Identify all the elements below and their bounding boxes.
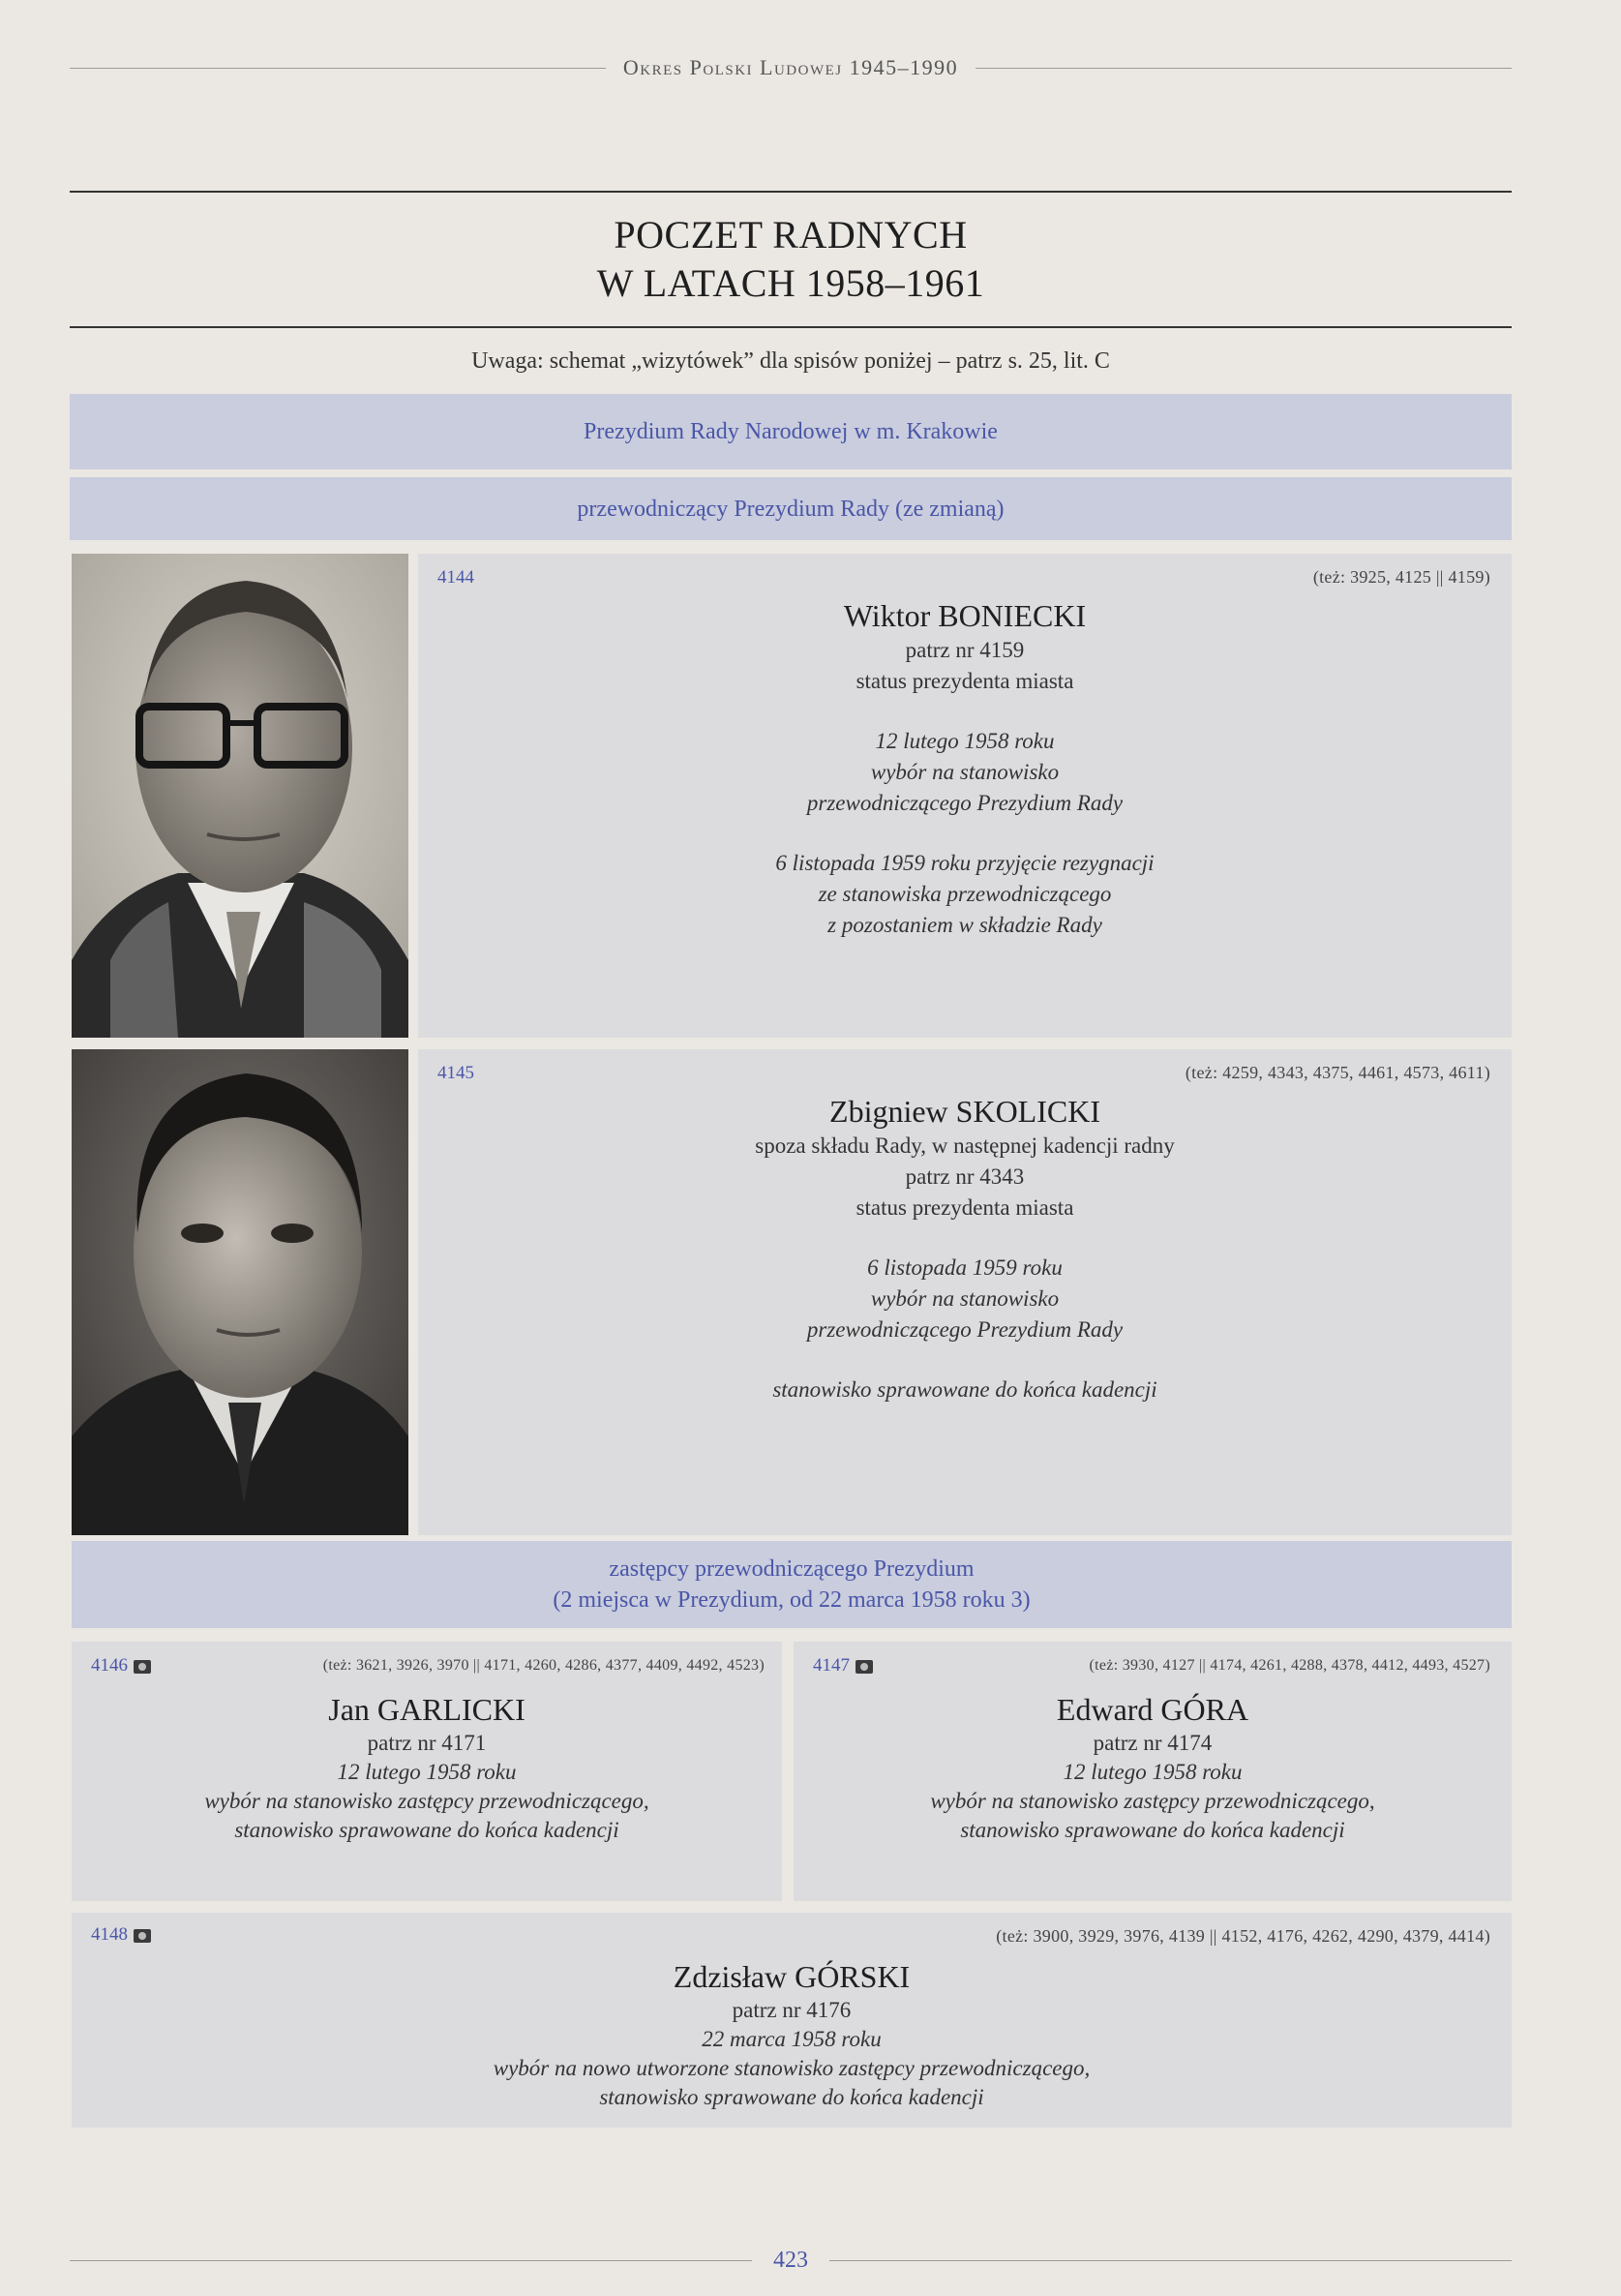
entry-number-with-photo-marker — [813, 1655, 873, 1677]
section-band-deputies — [72, 1541, 1512, 1628]
entry-italic-line: 12 lutego 1958 roku — [1063, 1760, 1243, 1784]
header-rule-right — [976, 68, 1512, 69]
running-header-text: Okres Polski Ludowej 1945–1990 — [622, 55, 959, 79]
page-title — [70, 211, 1512, 308]
entry-italic-line: 12 lutego 1958 roku — [875, 729, 1055, 753]
see-also-numbers: (też: 4259, 4343, 4375, 4461, 4573, 4611) — [1185, 1063, 1490, 1082]
entry-italic-line: 6 listopada 1959 roku przyjęcie rezygnacji — [775, 851, 1155, 875]
entry-card-4145 — [418, 1049, 1512, 1535]
person-name: Wiktor BONIECKI — [843, 598, 1087, 633]
portrait-photo-skolicki — [72, 1049, 408, 1535]
entry-italic-line: wybór na nowo utworzone stanowisko zastępcy przewodniczącego, — [493, 2056, 1091, 2080]
entry-line: patrz nr 4343 — [905, 1164, 1025, 1189]
page-title-line-1: POCZET RADNYCH — [614, 213, 968, 257]
camera-icon — [856, 1660, 873, 1674]
entry-card-4147 — [794, 1642, 1512, 1901]
see-also-numbers: (też: 3900, 3929, 3976, 4139 || 4152, 4176, 4262, 4290, 4379, 4414) — [996, 1926, 1490, 1946]
entry-italic-line: przewodniczącego Prezydium Rady — [806, 1317, 1124, 1342]
header-rule-left — [70, 68, 606, 69]
entry-italic-line: stanowisko sprawowane do końca kadencji — [599, 2085, 984, 2109]
entry-text-block — [794, 1690, 1512, 1845]
see-also-numbers: (też: 3930, 4127 || 4174, 4261, 4288, 4378, 4412, 4493, 4527) — [1089, 1657, 1490, 1674]
footer-rule-left — [70, 2260, 752, 2261]
section-band-body-text: Prezydium Rady Narodowej w m. Krakowie — [584, 419, 998, 444]
entry-number-with-photo-marker — [91, 1924, 151, 1946]
entry-italic-line: wybór na stanowisko zastępcy przewodniczącego, — [930, 1789, 1375, 1813]
entry-line: status prezydenta miasta — [856, 1195, 1074, 1220]
entry-italic-line: stanowisko sprawowane do końca kadencji — [234, 1818, 619, 1842]
entry-text-block — [72, 1690, 782, 1845]
entry-italic-line: ze stanowiska przewodniczącego — [818, 882, 1112, 906]
page-title-line-2: W LATACH 1958–1961 — [596, 261, 985, 305]
entry-italic-line: przewodniczącego Prezydium Rady — [806, 791, 1124, 815]
entry-italic-line: wybór na stanowisko — [870, 1286, 1060, 1311]
entry-line: spoza składu Rady, w następnej kadencji radny — [755, 1133, 1175, 1158]
entry-number: 4144 — [437, 567, 474, 588]
entry-line: status prezydenta miasta — [856, 669, 1074, 693]
entry-line: patrz nr 4171 — [367, 1731, 487, 1755]
portrait-boniecki-graphic — [72, 554, 408, 1038]
section-band-deputies-line-1: zastępcy przewodniczącego Prezydium — [609, 1556, 975, 1582]
camera-icon — [134, 1660, 151, 1674]
scheme-note: Uwaga: schemat „wizytówek” dla spisów poniżej – patrz s. 25, lit. C — [471, 348, 1110, 374]
entry-number: 4145 — [437, 1063, 474, 1083]
portrait-skolicki-graphic — [72, 1049, 408, 1535]
entry-card-4146 — [72, 1642, 782, 1901]
section-band-chair — [70, 477, 1512, 540]
entry-italic-line: stanowisko sprawowane do końca kadencji — [960, 1818, 1345, 1842]
entry-italic-line: 6 listopada 1959 roku — [867, 1255, 1063, 1280]
camera-icon — [134, 1929, 151, 1943]
entry-line: patrz nr 4174 — [1093, 1731, 1213, 1755]
person-name: Zbigniew SKOLICKI — [829, 1094, 1100, 1129]
entry-italic-line: 22 marca 1958 roku — [702, 2027, 882, 2051]
person-name: Jan GARLICKI — [328, 1692, 525, 1727]
portrait-photo-boniecki — [72, 554, 408, 1038]
page-footer — [70, 2246, 1512, 2275]
entry-text-block — [418, 1092, 1512, 1405]
entry-italic-line: 12 lutego 1958 roku — [337, 1760, 517, 1784]
title-rule-top — [70, 191, 1512, 193]
entry-number: 4148 — [91, 1924, 128, 1945]
see-also-numbers: (też: 3925, 4125 || 4159) — [1312, 567, 1490, 587]
person-name: Zdzisław GÓRSKI — [673, 1959, 911, 1994]
person-name: Edward GÓRA — [1056, 1692, 1249, 1727]
entry-number: 4146 — [91, 1655, 128, 1676]
page-number: 423 — [773, 2247, 808, 2273]
section-band-chair-text: przewodniczący Prezydium Rady (ze zmianą) — [577, 496, 1005, 522]
footer-rule-right — [829, 2260, 1512, 2261]
entry-italic-line: wybór na stanowisko zastępcy przewodniczącego, — [204, 1789, 649, 1813]
entry-line: patrz nr 4159 — [905, 638, 1025, 662]
entry-card-4148 — [72, 1913, 1512, 2128]
title-rule-bottom — [70, 326, 1512, 328]
entry-card-4144 — [418, 554, 1512, 1038]
entry-text-block — [72, 1957, 1512, 2112]
entry-text-block — [418, 596, 1512, 941]
entry-number-with-photo-marker — [91, 1655, 151, 1677]
section-band-body — [70, 394, 1512, 469]
entry-number: 4147 — [813, 1655, 850, 1676]
section-band-deputies-line-2: (2 miejsca w Prezydium, od 22 marca 1958 roku 3) — [553, 1587, 1031, 1613]
entry-italic-line: wybór na stanowisko — [870, 760, 1060, 784]
see-also-numbers: (też: 3621, 3926, 3970 || 4171, 4260, 4286, 4377, 4409, 4492, 4523) — [322, 1657, 765, 1674]
entry-italic-line: stanowisko sprawowane do końca kadencji — [772, 1377, 1157, 1402]
running-header — [70, 53, 1512, 82]
entry-line: patrz nr 4176 — [732, 1998, 852, 2022]
entry-italic-line: z pozostaniem w składzie Rady — [827, 913, 1102, 937]
